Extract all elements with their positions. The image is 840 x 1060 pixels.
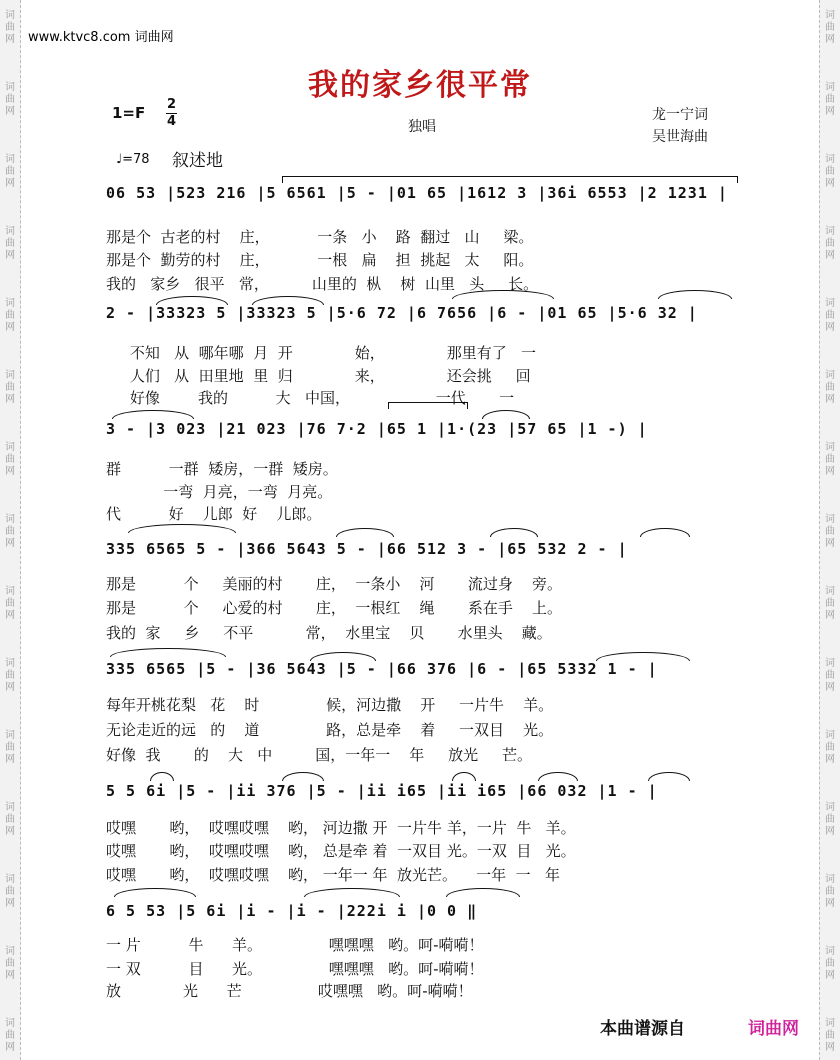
side-watermark-char: 词 xyxy=(5,370,15,381)
side-watermark-char: 网 xyxy=(825,466,835,477)
side-watermark-char: 词 xyxy=(825,10,835,21)
lyric-line-4-2: 那是 个 心爱的村 庄， 一根红 绳 系在手 上。 xyxy=(106,599,562,617)
side-watermark-char: 网 xyxy=(5,466,15,477)
side-watermark-char: 曲 xyxy=(825,814,835,825)
side-watermark-char: 词 xyxy=(825,82,835,93)
side-watermark-char: 曲 xyxy=(825,94,835,105)
phrase-bracket xyxy=(388,402,468,409)
lyric-line-4-1: 那是 个 美丽的村 庄， 一条小 河 流过身 旁。 xyxy=(106,575,562,593)
performance-mode: 独唱 xyxy=(408,119,436,135)
lyric-line-7-2: 一 双 目 光。 嘿嘿嘿 哟。呵-嗬嗬！ xyxy=(106,960,484,978)
time-signature-bottom: 4 xyxy=(166,114,177,129)
side-watermark-char: 词 xyxy=(5,802,15,813)
side-watermark-char: 曲 xyxy=(825,454,835,465)
side-watermark-char: 词 xyxy=(825,154,835,165)
slur-mark xyxy=(538,772,578,781)
slur-mark xyxy=(112,410,194,419)
site-watermark: www.ktvc8.com 词曲网 xyxy=(28,30,174,45)
side-watermark-char: 曲 xyxy=(5,598,15,609)
side-watermark-char: 网 xyxy=(825,106,835,117)
notation-line-4: 335 6565 5 - |366 5643 5 - |66 512 3 - |65 532 2 - | xyxy=(106,540,628,558)
time-signature xyxy=(166,98,177,129)
lyric-line-5-3: 好像 我 的 大 中 国，一年一 年 放光 芒。 xyxy=(106,746,532,764)
slur-mark xyxy=(282,772,324,781)
slur-mark xyxy=(110,648,226,657)
side-watermark-char: 曲 xyxy=(5,886,15,897)
time-signature-top: 2 xyxy=(166,97,177,112)
side-watermark-char: 网 xyxy=(5,826,15,837)
side-watermark-char: 曲 xyxy=(825,598,835,609)
side-watermark-char: 网 xyxy=(825,250,835,261)
side-watermark-char: 网 xyxy=(825,610,835,621)
side-watermark-char: 词 xyxy=(5,442,15,453)
side-watermark-char: 词 xyxy=(825,946,835,957)
side-watermark-char: 曲 xyxy=(5,22,15,33)
side-watermark-char: 词 xyxy=(825,586,835,597)
slur-mark xyxy=(648,772,690,781)
side-watermark-char: 网 xyxy=(5,322,15,333)
side-watermark-char: 词 xyxy=(825,658,835,669)
side-watermark-char: 曲 xyxy=(5,670,15,681)
key-signature: 1=F xyxy=(112,104,146,122)
side-watermark-char: 曲 xyxy=(5,94,15,105)
lyric-line-2-3: 好像 我的 大 中国， 一代 一 xyxy=(106,389,515,407)
lyric-line-7-3: 放 光 芒 哎嘿嘿 哟。呵-嗬嗬！ xyxy=(106,982,473,1000)
notation-line-3: 3 - |3 023 |21 023 |76 7·2 |65 1 |1·(23 |57 65 |1 -) | xyxy=(106,420,648,438)
side-watermark-char: 网 xyxy=(825,34,835,45)
side-watermark-char: 网 xyxy=(5,538,15,549)
side-watermark-char: 词 xyxy=(5,10,15,21)
side-watermark-char: 词 xyxy=(825,730,835,741)
side-watermark-char: 词 xyxy=(5,154,15,165)
side-watermark-char: 网 xyxy=(825,178,835,189)
side-watermark-char: 词 xyxy=(5,514,15,525)
side-watermark-char: 网 xyxy=(5,34,15,45)
side-watermark-char: 曲 xyxy=(5,166,15,177)
side-watermark-char: 网 xyxy=(5,682,15,693)
lyric-line-5-1: 每年开桃花梨 花 时 候，河边撒 开 一片牛 羊。 xyxy=(106,696,554,714)
notation-line-6: 5 5 6i |5 - |ii 376 |5 - |ii i65 |ii i65 |66 032 |1 - | xyxy=(106,782,658,800)
side-watermark-char: 网 xyxy=(5,106,15,117)
side-watermark-char: 网 xyxy=(825,322,835,333)
side-watermark-char: 词 xyxy=(5,874,15,885)
notation-line-1: 06 53 |523 216 |5 6561 |5 - |01 65 |1612 3 |36i 6553 |2 1231 | xyxy=(106,184,728,202)
side-watermark-char: 曲 xyxy=(5,310,15,321)
lyric-line-2-1: 不知 从 哪年哪 月 开 始， 那里有了 一 xyxy=(106,344,537,362)
side-watermark-char: 网 xyxy=(825,898,835,909)
side-watermark-char: 网 xyxy=(825,538,835,549)
side-watermark-char: 曲 xyxy=(825,310,835,321)
lyric-line-6-3: 哎嘿 哟， 哎嘿哎嘿 哟， 一年一 年 放光芒。 一年 一 年 xyxy=(106,866,560,884)
side-watermark-char: 词 xyxy=(5,1018,15,1029)
source-site-link[interactable]: 词曲网 xyxy=(748,1019,799,1039)
notation-line-5: 335 6565 |5 - |36 5643 |5 - |66 376 |6 - |65 5332 1 - | xyxy=(106,660,658,678)
side-watermark-char: 网 xyxy=(825,754,835,765)
lyric-line-3-2: 一弯 月亮，一弯 月亮。 xyxy=(106,483,333,501)
slur-mark xyxy=(336,528,394,537)
source-label: 本曲谱源自 xyxy=(600,1019,685,1039)
side-watermark-char: 曲 xyxy=(825,886,835,897)
lyric-line-1-3: 我的 家乡 很平 常， 山里的 枞 树 山里 头 长。 xyxy=(106,275,539,293)
side-watermark-char: 网 xyxy=(5,970,15,981)
lyricist-credit: 龙一宁词 xyxy=(652,107,708,123)
side-watermark-char: 曲 xyxy=(825,1030,835,1041)
slur-mark xyxy=(304,888,400,897)
side-watermark-char: 网 xyxy=(825,826,835,837)
side-watermark-char: 曲 xyxy=(825,238,835,249)
side-watermark-char: 曲 xyxy=(5,742,15,753)
side-watermark-char: 曲 xyxy=(5,238,15,249)
side-watermark-char: 网 xyxy=(5,178,15,189)
side-watermark-char: 词 xyxy=(5,586,15,597)
slur-mark xyxy=(490,528,538,537)
side-watermark-char: 网 xyxy=(825,682,835,693)
side-watermark-char: 网 xyxy=(5,394,15,405)
side-watermark-char: 词 xyxy=(825,514,835,525)
side-watermark-char: 词 xyxy=(5,730,15,741)
lyric-line-5-2: 无论走近的远 的 道 路，总是牵 着 一双目 光。 xyxy=(106,721,554,739)
lyric-line-6-1: 哎嘿 哟， 哎嘿哎嘿 哟， 河边撒 开 一片牛 羊，一片 牛 羊。 xyxy=(106,819,576,837)
side-watermark-char: 网 xyxy=(825,1042,835,1053)
expression-marking: 叙述地 xyxy=(172,151,223,171)
side-watermark-char: 词 xyxy=(825,226,835,237)
lyric-line-1-2: 那是个 勤劳的村 庄， 一根 扁 担 挑起 太 阳。 xyxy=(106,251,534,269)
side-watermark-char: 曲 xyxy=(5,382,15,393)
side-watermark-char: 曲 xyxy=(825,670,835,681)
slur-mark xyxy=(640,528,690,537)
side-watermark-char: 曲 xyxy=(5,814,15,825)
lyric-line-4-3: 我的 家 乡 不平 常， 水里宝 贝 水里头 藏。 xyxy=(106,624,552,642)
side-watermark-char: 词 xyxy=(5,298,15,309)
side-watermark-char: 曲 xyxy=(5,526,15,537)
side-watermark-char: 词 xyxy=(825,802,835,813)
side-watermark-char: 曲 xyxy=(825,742,835,753)
slur-mark xyxy=(482,410,530,419)
side-watermark-char: 曲 xyxy=(5,454,15,465)
notation-line-2: 2 - |33323 5 |33323 5 |5·6 72 |6 7656 |6 - |01 65 |5·6 32 | xyxy=(106,304,698,322)
side-watermark-char: 网 xyxy=(5,898,15,909)
slur-mark xyxy=(446,888,520,897)
slur-mark xyxy=(114,888,196,897)
lyric-line-6-2: 哎嘿 哟， 哎嘿哎嘿 哟， 总是牵 着 一双目 光。一双 目 光。 xyxy=(106,842,576,860)
song-title: 我的家乡很平常 xyxy=(308,68,532,103)
side-watermark-char: 网 xyxy=(5,1042,15,1053)
composer-credit: 吴世海曲 xyxy=(652,129,708,145)
side-watermark-char: 词 xyxy=(825,1018,835,1029)
side-watermark-char: 曲 xyxy=(825,958,835,969)
lyric-line-1-1: 那是个 古老的村 庄， 一条 小 路 翻过 山 梁。 xyxy=(106,228,534,246)
side-watermark-char: 曲 xyxy=(5,1030,15,1041)
phrase-bracket xyxy=(282,176,738,183)
slur-mark xyxy=(452,772,476,781)
side-watermark-char: 词 xyxy=(825,370,835,381)
slur-mark xyxy=(128,524,236,533)
side-watermark-char: 曲 xyxy=(825,22,835,33)
side-watermark-char: 网 xyxy=(5,610,15,621)
side-watermark-char: 曲 xyxy=(825,382,835,393)
lyric-line-3-1: 群 一群 矮房，一群 矮房。 xyxy=(106,460,338,478)
lyric-line-2-2: 人们 从 田里地 里 归 来， 还会挑 回 xyxy=(106,367,531,385)
side-watermark-char: 曲 xyxy=(825,166,835,177)
side-watermark-char: 词 xyxy=(5,946,15,957)
side-watermark-char: 词 xyxy=(825,442,835,453)
notation-line-7: 6 5 53 |5 6i |i - |i - |222i i |0 0 ‖ xyxy=(106,902,478,920)
side-watermark-char: 网 xyxy=(5,250,15,261)
slur-mark xyxy=(150,772,174,781)
side-watermark-char: 词 xyxy=(825,874,835,885)
lyric-line-7-1: 一 片 牛 羊。 嘿嘿嘿 哟。呵-嗬嗬！ xyxy=(106,936,484,954)
lyric-line-3-3: 代 好 儿郎 好 儿郎。 xyxy=(106,505,322,523)
side-watermark-char: 曲 xyxy=(825,526,835,537)
tempo-marking: ♩=78 xyxy=(116,152,150,167)
side-watermark-char: 词 xyxy=(825,298,835,309)
side-watermark-char: 曲 xyxy=(5,958,15,969)
side-watermark-char: 网 xyxy=(825,970,835,981)
side-watermark-char: 词 xyxy=(5,658,15,669)
side-watermark-char: 网 xyxy=(825,394,835,405)
side-watermark-char: 词 xyxy=(5,82,15,93)
side-watermark-char: 词 xyxy=(5,226,15,237)
side-watermark-char: 网 xyxy=(5,754,15,765)
